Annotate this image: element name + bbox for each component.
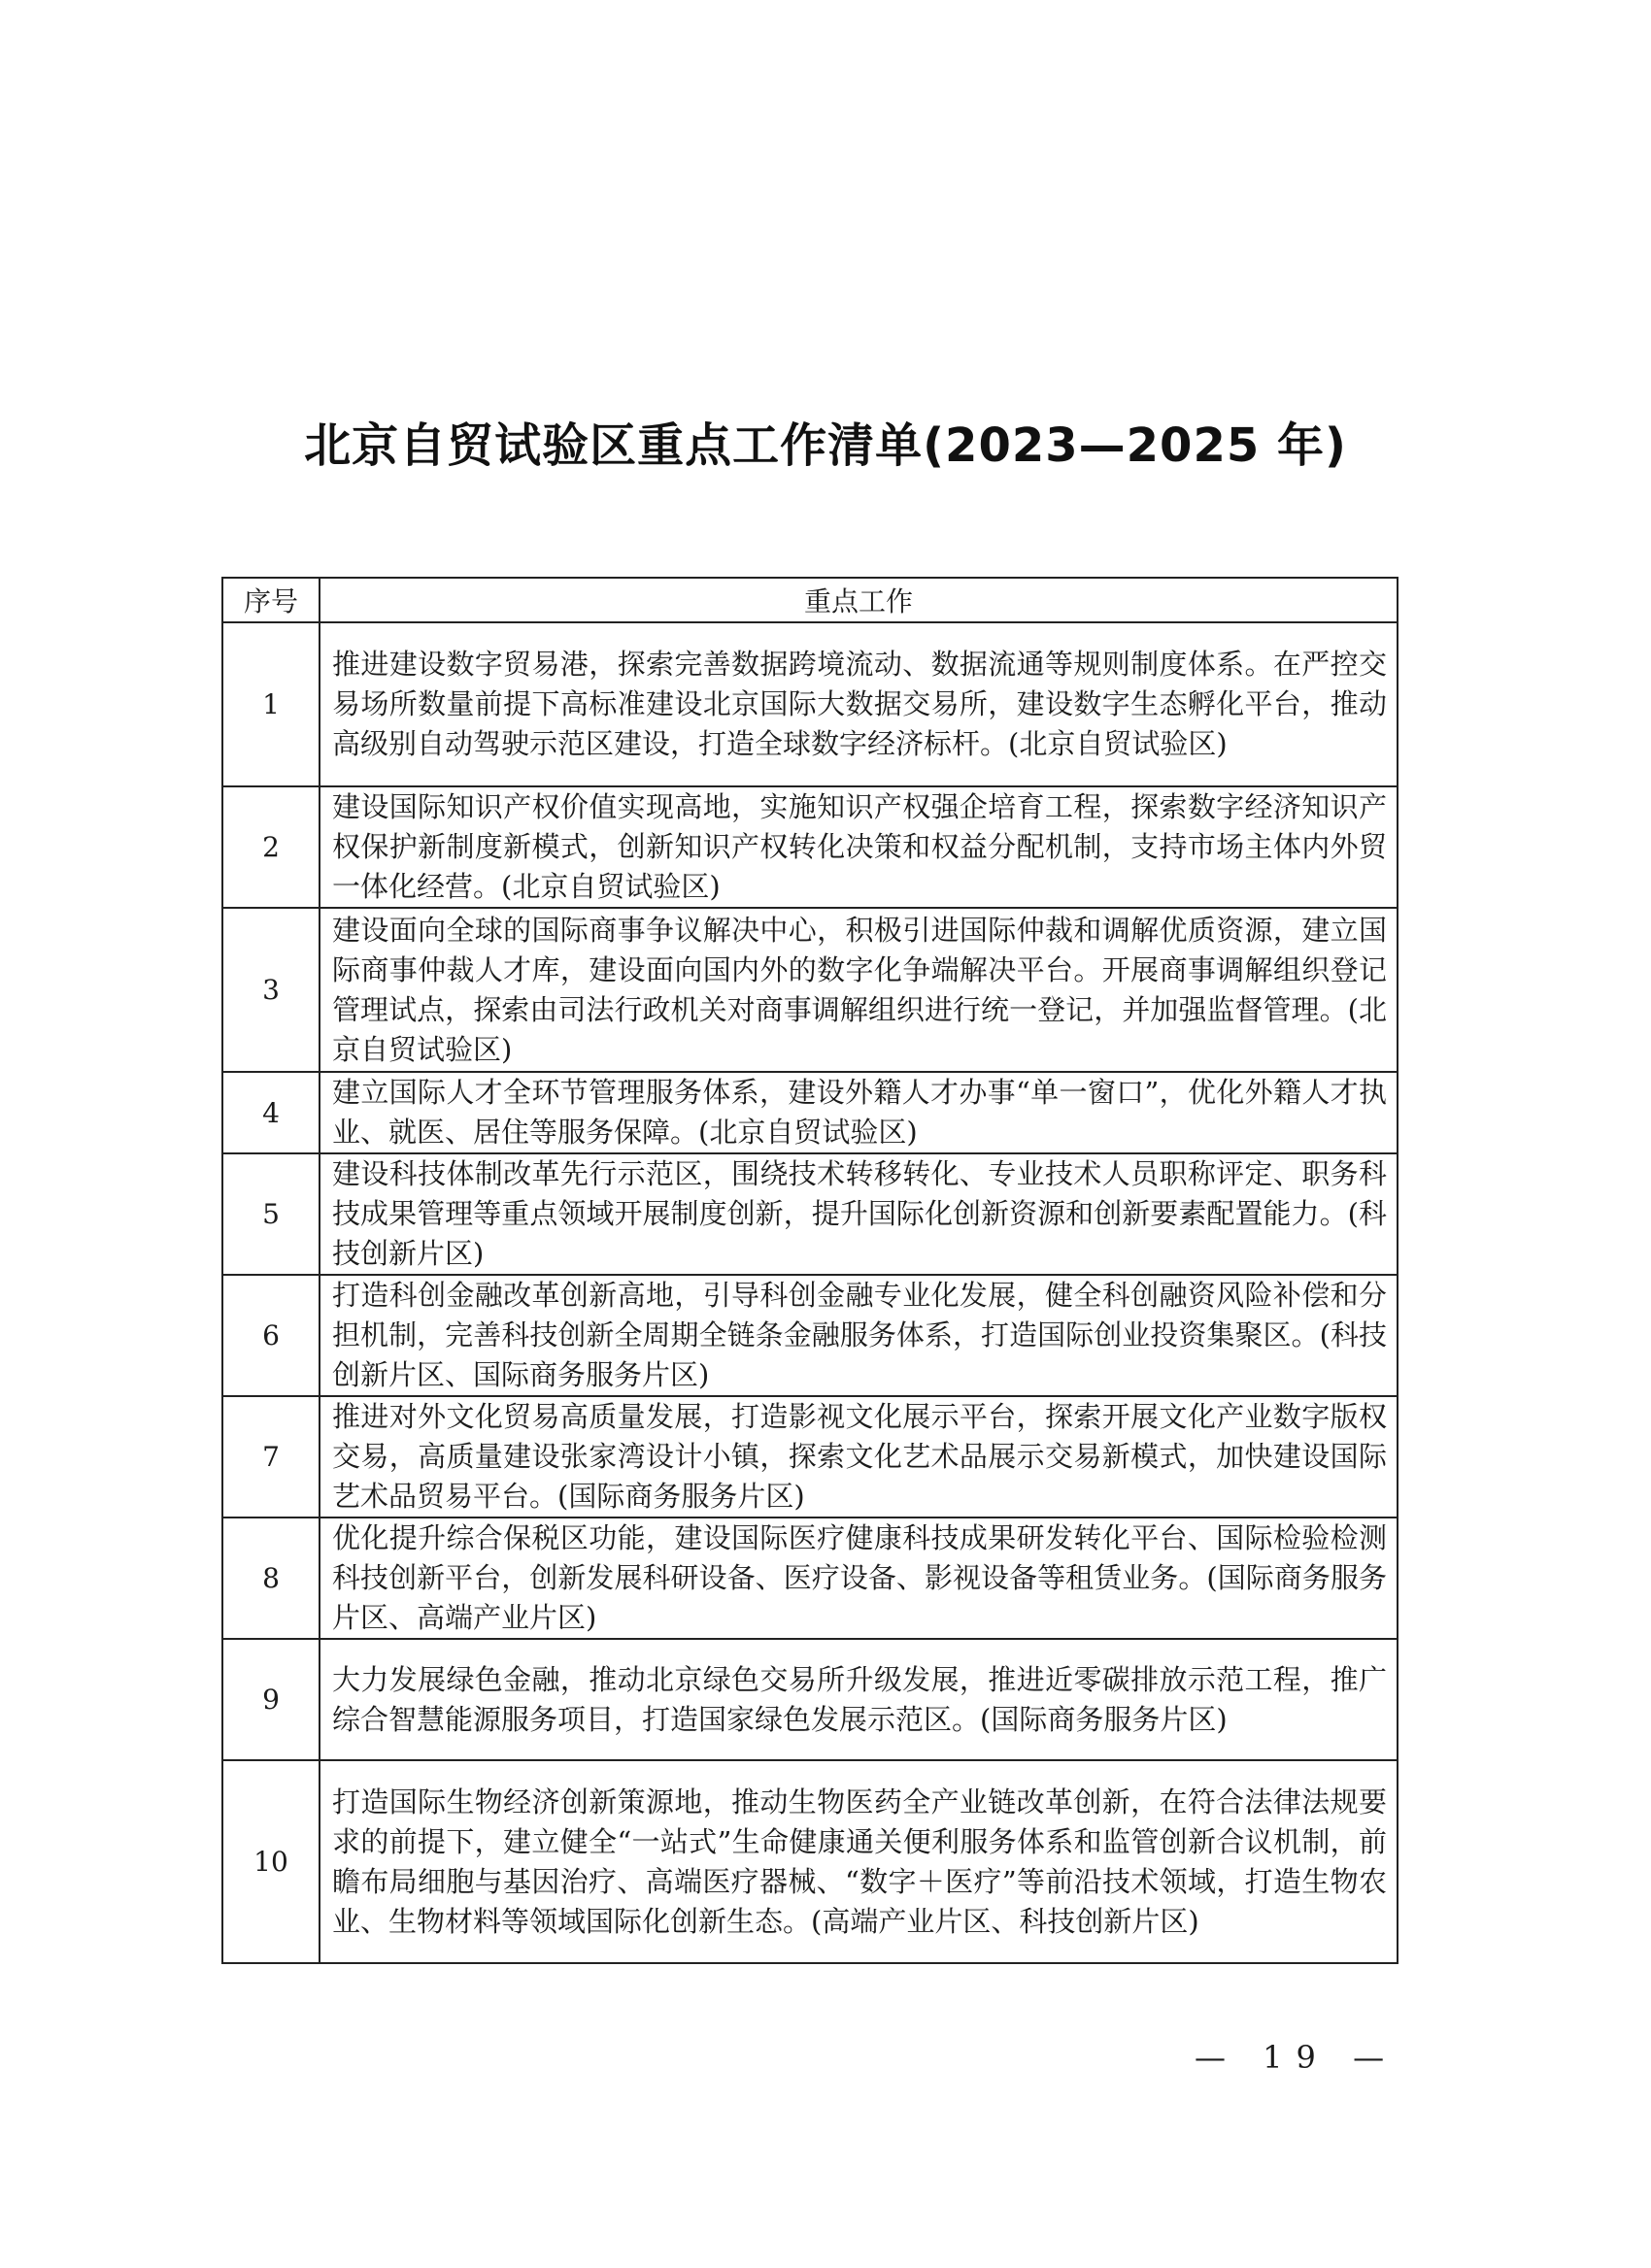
page-title: 北京自贸试验区重点工作清单(2023—2025 年): [304, 418, 1347, 473]
row-content: 建设科技体制改革先行示范区，围绕技术转移转化、专业技术人员职称评定、职务科技成果管理等重点领域开展制度创新，提升国际化创新资源和创新要素配置能力。(科技创新片区): [320, 1153, 1398, 1275]
table-row: [222, 1639, 1398, 1760]
row-content: 打造国际生物经济创新策源地，推动生物医药全产业链改革创新，在符合法律法规要求的前提下，建立健全“一站式”生命健康通关便利服务体系和监管创新合议机制，前瞻布局细胞与基因治疗、高端医疗器械、“数字＋医疗”等前沿技术领域，打造生物农业、生物材料等领域国际化创新生态。(高端产业片区、科技创新片区): [320, 1760, 1398, 1963]
row-number: 9: [222, 1639, 320, 1760]
table-row: [222, 1396, 1398, 1518]
row-number: 10: [222, 1760, 320, 1963]
row-content: 优化提升综合保税区功能，建设国际医疗健康科技成果研发转化平台、国际检验检测科技创新平台，创新发展科研设备、医疗设备、影视设备等租赁业务。(国际商务服务片区、高端产业片区): [320, 1518, 1398, 1639]
row-content: 推进对外文化贸易高质量发展，打造影视文化展示平台，探索开展文化产业数字版权交易，高质量建设张家湾设计小镇，探索文化艺术品展示交易新模式，加快建设国际艺术品贸易平台。(国际商务服务片区): [320, 1396, 1398, 1518]
row-content: 打造科创金融改革创新高地，引导科创金融专业化发展，健全科创融资风险补偿和分担机制，完善科技创新全周期全链条金融服务体系，打造国际创业投资集聚区。(科技创新片区、国际商务服务片区): [320, 1275, 1398, 1396]
row-number: 4: [222, 1072, 320, 1153]
row-number: 1: [222, 622, 320, 786]
table-row: [222, 786, 1398, 908]
table-row: [222, 1518, 1398, 1639]
table-row: [222, 1275, 1398, 1396]
row-number: 5: [222, 1153, 320, 1275]
header-serial-number: 序号: [222, 578, 320, 622]
row-number: 6: [222, 1275, 320, 1396]
work-list-table: [221, 577, 1398, 1964]
row-number: 2: [222, 786, 320, 908]
table-row: [222, 908, 1398, 1072]
row-content: 推进建设数字贸易港，探索完善数据跨境流动、数据流通等规则制度体系。在严控交易场所数量前提下高标准建设北京国际大数据交易所，建设数字生态孵化平台，推动高级别自动驾驶示范区建设，打造全球数字经济标杆。(北京自贸试验区): [320, 622, 1398, 786]
row-number: 3: [222, 908, 320, 1072]
table-row: [222, 1760, 1398, 1963]
table-row: [222, 1153, 1398, 1275]
row-content: 建设国际知识产权价值实现高地，实施知识产权强企培育工程，探索数字经济知识产权保护新制度新模式，创新知识产权转化决策和权益分配机制，支持市场主体内外贸一体化经营。(北京自贸试验区): [320, 786, 1398, 908]
row-content: 建立国际人才全环节管理服务体系，建设外籍人才办事“单一窗口”，优化外籍人才执业、就医、居住等服务保障。(北京自贸试验区): [320, 1072, 1398, 1153]
row-content: 建设面向全球的国际商事争议解决中心，积极引进国际仲裁和调解优质资源，建立国际商事仲裁人才库，建设面向国内外的数字化争端解决平台。开展商事调解组织登记管理试点，探索由司法行政机关对商事调解组织进行统一登记，并加强监督管理。(北京自贸试验区): [320, 908, 1398, 1072]
row-number: 8: [222, 1518, 320, 1639]
table-row: [222, 622, 1398, 786]
table-row: [222, 1072, 1398, 1153]
page-number: — 19 —: [1195, 2039, 1398, 2076]
table-header-row: [222, 578, 1398, 622]
row-number: 7: [222, 1396, 320, 1518]
row-content: 大力发展绿色金融，推动北京绿色交易所升级发展，推进近零碳排放示范工程，推广综合智慧能源服务项目，打造国家绿色发展示范区。(国际商务服务片区): [320, 1639, 1398, 1760]
header-key-work: 重点工作: [320, 578, 1398, 622]
